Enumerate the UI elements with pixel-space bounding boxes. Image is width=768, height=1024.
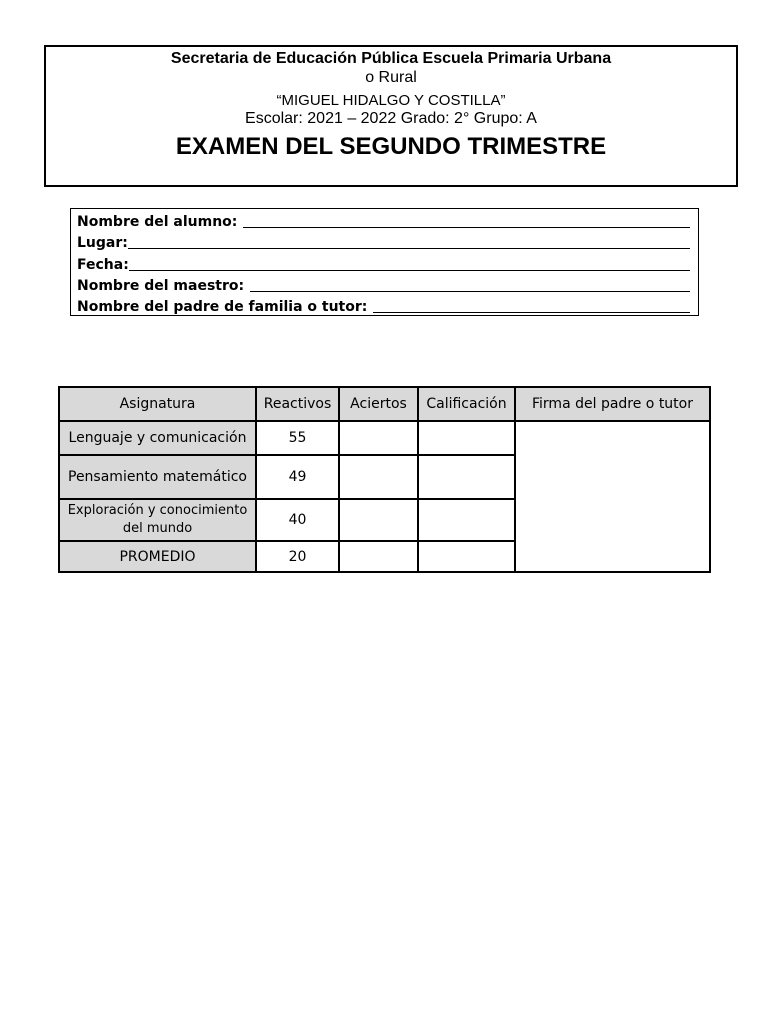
teacher-row[interactable] (77, 273, 690, 295)
date-row[interactable] (77, 252, 690, 274)
subject-cell: PROMEDIO (59, 541, 256, 572)
grade-cell[interactable] (418, 421, 515, 455)
parent-line[interactable] (373, 311, 690, 313)
place-line[interactable] (128, 247, 690, 249)
parent-row[interactable] (77, 294, 690, 316)
grade-cell[interactable] (418, 541, 515, 572)
header-signature: Firma del padre o tutor (515, 387, 710, 421)
school-name: “MIGUEL HIDALGO Y COSTILLA” (276, 92, 506, 109)
teacher-label: Nombre del maestro: (77, 278, 245, 294)
institution-line-2: o Rural (365, 69, 417, 86)
exam-header (44, 45, 738, 187)
grade-cell[interactable] (418, 499, 515, 541)
items-cell: 49 (256, 455, 339, 499)
items-cell: 20 (256, 541, 339, 572)
correct-cell[interactable] (339, 541, 418, 572)
header-correct: Aciertos (339, 387, 418, 421)
items-cell: 55 (256, 421, 339, 455)
signature-cell[interactable] (515, 421, 710, 572)
place-row[interactable] (77, 230, 690, 252)
subject-cell: Pensamiento matemático (59, 455, 256, 499)
header-items: Reactivos (256, 387, 339, 421)
student-name-row[interactable] (77, 209, 690, 231)
place-label: Lugar: (77, 235, 128, 251)
teacher-line[interactable] (250, 290, 690, 292)
subject-cell: Exploración y conocimiento del mundo (59, 499, 256, 541)
correct-cell[interactable] (339, 499, 418, 541)
student-name-label: Nombre del alumno: (77, 214, 238, 230)
header-grade: Calificación (418, 387, 515, 421)
institution-line-1: Secretaria de Educación Pública Escuela Primaria Urbana (170, 50, 612, 67)
date-label: Fecha: (77, 257, 129, 273)
date-line[interactable] (129, 269, 690, 271)
items-cell: 40 (256, 499, 339, 541)
student-name-line[interactable] (243, 226, 690, 228)
parent-label: Nombre del padre de familia o tutor: (77, 299, 368, 315)
student-info-box (70, 208, 699, 316)
correct-cell[interactable] (339, 421, 418, 455)
grade-cell[interactable] (418, 455, 515, 499)
header-subject: Asignatura (59, 387, 256, 421)
correct-cell[interactable] (339, 455, 418, 499)
grades-table (58, 386, 711, 573)
exam-title: EXAMEN DEL SEGUNDO TRIMESTRE (175, 133, 607, 160)
table-row (59, 421, 710, 455)
table-header-row (59, 387, 710, 421)
school-cycle-grade-group: Escolar: 2021 – 2022 Grado: 2° Grupo: A (245, 110, 537, 127)
subject-cell: Lenguaje y comunicación (59, 421, 256, 455)
